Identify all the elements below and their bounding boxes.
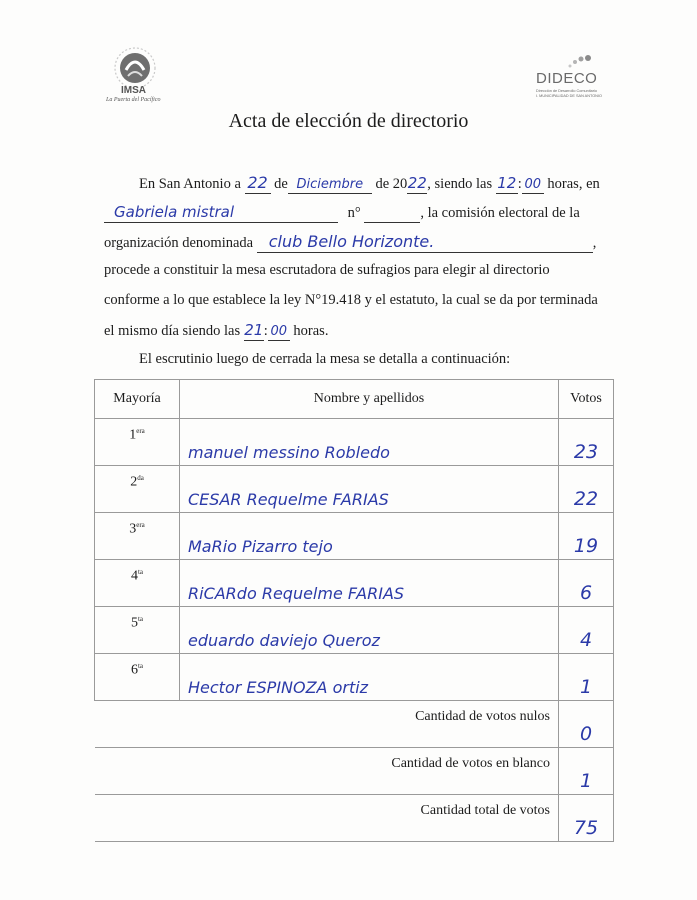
rank-cell: $4^{ta}$ [95, 560, 180, 607]
table-row [95, 466, 614, 513]
candidate-name: manuel messino Robledo [180, 419, 559, 466]
candidate-name: eduardo daviejo Queroz [180, 607, 559, 654]
dideco-logo-name: DIDECO [536, 70, 598, 87]
intro-text-8: organización denominada [104, 235, 254, 251]
total-value: 75 [559, 795, 614, 842]
document-title: Acta de elección de directorio [228, 110, 469, 132]
scrutiny-intro: El escrutinio luego de cerrada la mesa se detalla a continuación: [139, 351, 511, 367]
header-nombre: Nombre y apellidos [180, 380, 559, 419]
votes-table [94, 379, 614, 842]
header-mayoria: Mayoría [95, 380, 180, 419]
blanco-value: 1 [559, 748, 614, 795]
intro-line-5: conforme a lo que establece la ley N°19.418 y el estatuto, la cual se da por terminada [104, 292, 598, 308]
end-hour-field: 21 [244, 321, 264, 339]
imsa-logo-tagline: La Puerta del Pacífico [106, 97, 161, 103]
candidate-votes: 19 [559, 513, 614, 560]
dideco-logo [536, 54, 616, 104]
table-row [95, 560, 614, 607]
org-field: club Bello Horizonte. [257, 232, 593, 253]
end-minute-field: 00 [268, 323, 290, 341]
blanco-row [95, 748, 614, 795]
intro-line-4: procede a constituir la mesa escrutadora de sufragios para elegir al directorio [104, 262, 550, 278]
table-row [95, 654, 614, 701]
intro-text-3: de 20 [375, 176, 408, 192]
intro-text-1: En San Antonio a [139, 176, 241, 192]
intro-text-10: el mismo día siendo las [104, 323, 241, 339]
day-field: 22 [245, 173, 271, 194]
intro-text-11: horas. [293, 323, 329, 339]
candidate-votes: 23 [559, 419, 614, 466]
header-votos: Votos [559, 380, 614, 419]
year-field: 22 [407, 174, 427, 192]
hour-field: 12 [497, 174, 517, 192]
total-label: Cantidad total de votos [95, 795, 559, 842]
dideco-logo-tagline-2: I. MUNICIPALIDAD DE SAN ANTONIO [536, 94, 602, 98]
table-header-row [95, 380, 614, 419]
candidate-name: CESAR Requelme FARIAS [180, 466, 559, 513]
place-field: Gabriela mistral [104, 203, 338, 223]
intro-text-7: , la comisión electoral de la [420, 205, 580, 221]
candidate-votes: 1 [559, 654, 614, 701]
dideco-logo-tagline: Dirección de Desarrollo Comunitario [536, 89, 597, 93]
imsa-logo-name: IMSA [121, 85, 146, 96]
candidate-votes: 4 [559, 607, 614, 654]
imsa-logo [100, 42, 170, 110]
table-row [95, 419, 614, 466]
nulos-value: 0 [559, 701, 614, 748]
rank-cell: $3^{era}$ [95, 513, 180, 560]
rank-cell: $2^{da}$ [95, 466, 180, 513]
intro-text-4: , siendo las [427, 176, 493, 192]
candidate-name: MaRio Pizarro tejo [180, 513, 559, 560]
table-row [95, 513, 614, 560]
rank-cell: $1^{era}$ [95, 419, 180, 466]
rank-cell: $5^{ta}$ [95, 607, 180, 654]
candidate-name: Hector ESPINOZA ortiz [180, 654, 559, 701]
blanco-label: Cantidad de votos en blanco [95, 748, 559, 795]
intro-text-5: horas, en [547, 176, 600, 192]
month-field: Diciembre [288, 176, 372, 194]
rank-cell: $6^{ta}$ [95, 654, 180, 701]
candidate-name: RiCARdo Requelme FARIAS [180, 560, 559, 607]
intro-text-2: de [274, 176, 288, 192]
candidate-votes: 6 [559, 560, 614, 607]
candidate-votes: 22 [559, 466, 614, 513]
intro-text-6: n° [347, 205, 361, 221]
number-field [364, 205, 420, 223]
intro-text-9: , [592, 235, 597, 251]
nulos-row [95, 701, 614, 748]
nulos-label: Cantidad de votos nulos [95, 701, 559, 748]
minute-field: 00 [522, 176, 544, 194]
dideco-dots-icon [566, 54, 596, 70]
total-row [95, 795, 614, 842]
table-row [95, 607, 614, 654]
